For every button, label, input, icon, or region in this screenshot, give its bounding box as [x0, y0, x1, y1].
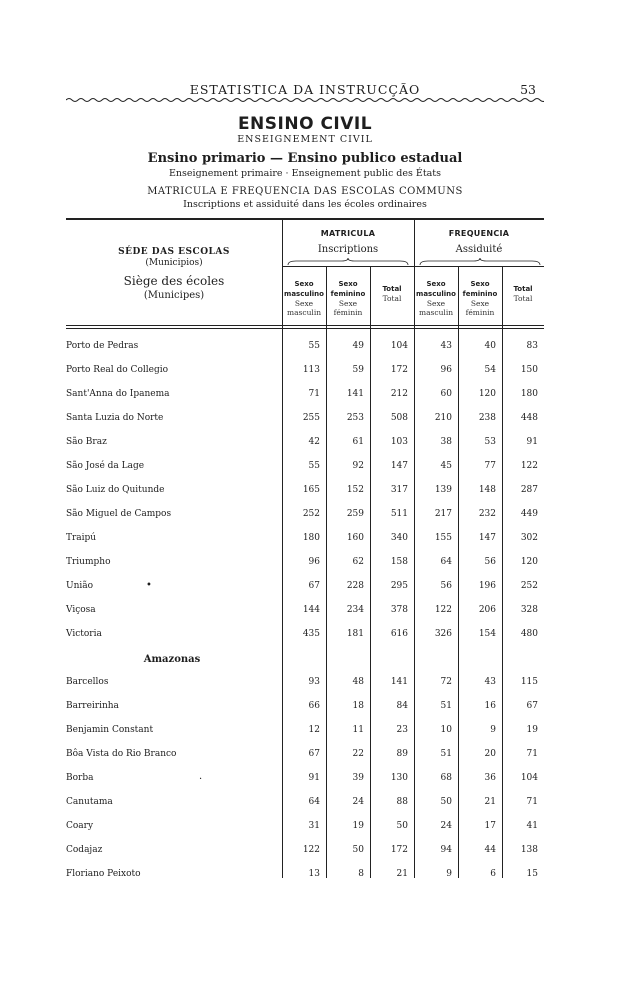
table-row — [66, 341, 544, 355]
col-header-mat-fem: Sexo feminino Sexe féminin — [330, 280, 366, 317]
table-cell: 317 — [390, 485, 408, 495]
table-row — [66, 629, 544, 643]
table-cell: 122 — [302, 845, 320, 855]
table-row — [66, 557, 544, 571]
table-row — [66, 869, 544, 883]
row-municipio: Bôa Vista do Rio Branco — [66, 749, 177, 759]
table-cell: 66 — [308, 701, 320, 711]
table-row — [66, 533, 544, 547]
table-cell: 328 — [520, 605, 538, 615]
table-cell: 180 — [302, 533, 320, 543]
table-row — [66, 389, 544, 403]
table-cell: 616 — [390, 629, 408, 639]
table-cell: 15 — [526, 869, 538, 879]
row-municipio: União — [66, 581, 94, 591]
stub-header-fr: Siège des écoles — [123, 274, 225, 288]
table-row — [66, 845, 544, 859]
table-cell: 19 — [526, 725, 538, 735]
table-cell: 41 — [526, 821, 538, 831]
row-municipio: Canutama — [66, 797, 113, 807]
table-cell: 147 — [390, 461, 408, 471]
table-cell: 150 — [520, 365, 538, 375]
table-cell: 64 — [440, 557, 452, 567]
table-cell: 96 — [308, 557, 320, 567]
main-title: ENSINO CIVIL — [237, 114, 373, 134]
table-cell: 210 — [434, 413, 452, 423]
table-cell: 16 — [484, 701, 496, 711]
row-municipio: Codajaz — [66, 845, 103, 855]
col-header-freq-total: Total Total — [513, 285, 533, 303]
table-cell: 103 — [390, 437, 408, 447]
table-cell: 122 — [520, 461, 538, 471]
table-row — [66, 485, 544, 499]
table-cell: 92 — [352, 461, 364, 471]
table-cell: 43 — [440, 341, 452, 351]
table-cell: 93 — [308, 677, 320, 687]
table-cell: 31 — [308, 821, 320, 831]
table-cell: 259 — [346, 509, 364, 519]
table-row — [66, 749, 544, 763]
table-cell: 252 — [520, 581, 538, 591]
table-cell: 67 — [308, 749, 320, 759]
table-top-rule — [66, 218, 544, 220]
table-cell: 91 — [308, 773, 320, 783]
table-cell: 89 — [396, 749, 408, 759]
table-cell: 39 — [352, 773, 364, 783]
table-cell: 19 — [352, 821, 364, 831]
table-cell: 94 — [440, 845, 452, 855]
brace-frequencia — [418, 258, 542, 266]
table-cell: 59 — [352, 365, 364, 375]
col-header-freq-masc: Sexo masculino Sexe masculin — [416, 280, 456, 317]
table-cell: 141 — [346, 389, 364, 399]
main-title-fr: ENSEIGNEMENT CIVIL — [237, 134, 373, 145]
table-cell: 122 — [434, 605, 452, 615]
row-municipio: Benjamin Constant — [66, 725, 154, 735]
table-row — [66, 677, 544, 691]
table-cell: 148 — [478, 485, 496, 495]
section-label-amazonas: Amazonas — [143, 654, 201, 665]
table-cell: 287 — [520, 485, 538, 495]
wavy-rule — [66, 96, 544, 104]
table-cell: 158 — [390, 557, 408, 567]
table-row — [66, 821, 544, 835]
table-cell: 24 — [352, 797, 364, 807]
table-row — [66, 509, 544, 523]
row-municipio: Triumpho — [66, 557, 111, 567]
header-bottom-rule-2 — [66, 328, 544, 329]
row-municipio: Traipú — [66, 533, 97, 543]
table-cell: 50 — [440, 797, 452, 807]
table-cell: 255 — [302, 413, 320, 423]
table-cell: 9 — [490, 725, 496, 735]
table-row — [66, 701, 544, 715]
table-cell: 77 — [484, 461, 496, 471]
table-cell: 48 — [352, 677, 364, 687]
row-municipio: Coary — [66, 821, 94, 831]
table-cell: 51 — [440, 749, 452, 759]
table-cell: 40 — [484, 341, 496, 351]
table-cell: 104 — [390, 341, 408, 351]
table-cell: 67 — [308, 581, 320, 591]
subheader-rule — [282, 266, 544, 267]
table-cell: 24 — [440, 821, 452, 831]
table-cell: 53 — [484, 437, 496, 447]
table-title: MATRICULA E FREQUENCIA DAS ESCOLAS COMMUNS — [147, 186, 463, 197]
table-cell: 42 — [308, 437, 320, 447]
table-cell: 160 — [346, 533, 364, 543]
row-municipio: Viçosa — [66, 605, 96, 615]
running-title: ESTATISTICA DA INSTRUCÇÃO — [189, 82, 421, 97]
stray-dot: · — [199, 774, 203, 785]
table-cell: 252 — [302, 509, 320, 519]
table-cell: 8 — [358, 869, 364, 879]
table-cell: 212 — [390, 389, 408, 399]
table-cell: 60 — [440, 389, 452, 399]
row-municipio: Borba — [66, 773, 94, 783]
table-cell: 340 — [390, 533, 408, 543]
group-header-frequencia-fr: Assiduité — [455, 244, 503, 255]
table-cell: 11 — [352, 725, 364, 735]
table-cell: 480 — [520, 629, 538, 639]
table-cell: 88 — [396, 797, 408, 807]
table-row — [66, 605, 544, 619]
table-cell: 21 — [396, 869, 408, 879]
table-row — [66, 461, 544, 475]
table-cell: 120 — [520, 557, 538, 567]
group-header-frequencia: FREQUENCIA — [448, 229, 510, 238]
table-cell: 12 — [308, 725, 320, 735]
table-cell: 144 — [302, 605, 320, 615]
table-cell: 55 — [308, 461, 320, 471]
table-row — [66, 365, 544, 379]
table-cell: 44 — [484, 845, 496, 855]
row-municipio: São Miguel de Campos — [66, 509, 172, 519]
table-cell: 172 — [390, 845, 408, 855]
row-municipio: Barreirinha — [66, 701, 119, 711]
table-cell: 71 — [308, 389, 320, 399]
table-cell: 511 — [390, 509, 408, 519]
table-cell: 234 — [346, 605, 364, 615]
subtitle-fr: Enseignement primaire · Enseignement public des États — [169, 168, 441, 179]
row-municipio: Floriano Peixoto — [66, 869, 141, 879]
table-cell: 508 — [390, 413, 408, 423]
table-cell: 147 — [478, 533, 496, 543]
table-cell: 20 — [484, 749, 496, 759]
table-cell: 64 — [308, 797, 320, 807]
row-municipio: Sant'Anna do Ipanema — [66, 389, 170, 399]
page-number: 53 — [520, 82, 536, 97]
table-cell: 302 — [520, 533, 538, 543]
table-row — [66, 581, 544, 595]
table-cell: 21 — [484, 797, 496, 807]
table-cell: 228 — [346, 581, 364, 591]
row-municipio: São Luiz do Quitunde — [66, 485, 165, 495]
table-cell: 49 — [352, 341, 364, 351]
table-cell: 56 — [484, 557, 496, 567]
table-cell: 115 — [520, 677, 538, 687]
table-row — [66, 773, 544, 787]
table-cell: 449 — [520, 509, 538, 519]
table-cell: 217 — [434, 509, 452, 519]
table-cell: 91 — [526, 437, 538, 447]
table-cell: 72 — [440, 677, 452, 687]
table-cell: 180 — [520, 389, 538, 399]
table-cell: 84 — [396, 701, 408, 711]
table-cell: 448 — [520, 413, 538, 423]
brace-matricula — [286, 258, 410, 266]
table-cell: 253 — [346, 413, 364, 423]
table-cell: 326 — [434, 629, 452, 639]
table-cell: 120 — [478, 389, 496, 399]
table-cell: 138 — [520, 845, 538, 855]
table-cell: 71 — [526, 749, 538, 759]
row-municipio: São Braz — [66, 437, 107, 447]
table-row — [66, 413, 544, 427]
table-cell: 141 — [390, 677, 408, 687]
table-cell: 206 — [478, 605, 496, 615]
table-cell: 96 — [440, 365, 452, 375]
table-cell: 104 — [520, 773, 538, 783]
table-cell: 172 — [390, 365, 408, 375]
table-cell: 10 — [440, 725, 452, 735]
table-cell: 83 — [526, 341, 538, 351]
table-cell: 45 — [440, 461, 452, 471]
table-cell: 154 — [478, 629, 496, 639]
table-cell: 51 — [440, 701, 452, 711]
table-cell: 18 — [352, 701, 364, 711]
table-cell: 238 — [478, 413, 496, 423]
stub-header-fr-sub: (Municipes) — [143, 290, 205, 301]
table-cell: 139 — [434, 485, 452, 495]
group-header-matricula-fr: Inscriptions — [317, 244, 379, 255]
table-cell: 152 — [346, 485, 364, 495]
running-header — [66, 82, 544, 102]
col-header-mat-masc: Sexo masculino Sexe masculin — [284, 280, 324, 317]
table-cell: 67 — [526, 701, 538, 711]
table-cell: 23 — [396, 725, 408, 735]
stray-dot: • — [146, 580, 152, 591]
table-cell: 36 — [484, 773, 496, 783]
row-municipio: Porto de Pedras — [66, 341, 139, 351]
row-municipio: Barcellos — [66, 677, 109, 687]
table-cell: 130 — [390, 773, 408, 783]
col-header-mat-total: Total Total — [382, 285, 402, 303]
table-cell: 62 — [352, 557, 364, 567]
table-cell: 68 — [440, 773, 452, 783]
table-row — [66, 725, 544, 739]
table-cell: 50 — [352, 845, 364, 855]
stub-header: SÉDE DAS ESCOLAS — [118, 247, 230, 257]
table-row — [66, 797, 544, 811]
table-cell: 22 — [352, 749, 364, 759]
subtitle: Ensino primario — Ensino publico estadual — [147, 151, 463, 166]
table-cell: 295 — [390, 581, 408, 591]
table-cell: 71 — [526, 797, 538, 807]
col-header-freq-fem: Sexo feminino Sexe féminin — [462, 280, 498, 317]
table-cell: 196 — [478, 581, 496, 591]
table-cell: 61 — [352, 437, 364, 447]
table-cell: 232 — [478, 509, 496, 519]
table-cell: 54 — [484, 365, 496, 375]
header-bottom-rule-1 — [66, 325, 544, 326]
table-cell: 165 — [302, 485, 320, 495]
table-cell: 155 — [434, 533, 452, 543]
table-cell: 43 — [484, 677, 496, 687]
table-title-fr: Inscriptions et assiduité dans les écoles ordinaires — [183, 199, 427, 210]
stub-header-sub: (Municipios) — [145, 258, 203, 268]
group-header-matricula: MATRICULA — [320, 229, 376, 238]
table-cell: 55 — [308, 341, 320, 351]
row-municipio: Santa Luzia do Norte — [66, 413, 164, 423]
row-municipio: Porto Real do Collegio — [66, 365, 169, 375]
table-cell: 13 — [308, 869, 320, 879]
table-cell: 56 — [440, 581, 452, 591]
table-cell: 38 — [440, 437, 452, 447]
row-municipio: São José da Lage — [66, 461, 145, 471]
table-cell: 181 — [346, 629, 364, 639]
table-cell: 435 — [302, 629, 320, 639]
table-cell: 6 — [490, 869, 496, 879]
table-cell: 378 — [390, 605, 408, 615]
table-row — [66, 437, 544, 451]
table-cell: 50 — [396, 821, 408, 831]
table-cell: 9 — [446, 869, 452, 879]
row-municipio: Victoria — [66, 629, 102, 639]
table-cell: 17 — [484, 821, 496, 831]
table-cell: 113 — [302, 365, 320, 375]
